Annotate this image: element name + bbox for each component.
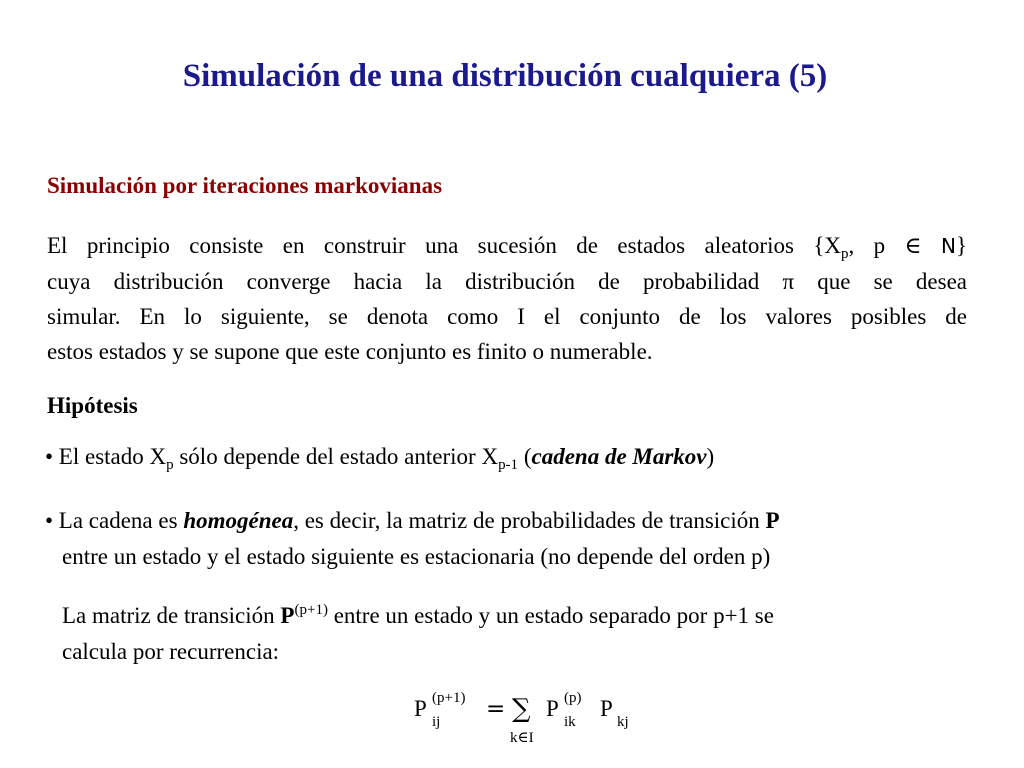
- paragraph-line-4: estos estados y se supone que este conjunto es finito o numerable.: [47, 339, 653, 364]
- formula-p-ik-sup: (p): [564, 690, 582, 706]
- formula-equals: =: [486, 696, 506, 722]
- paragraph-line-2: cuya distribución converge hacia la distribución de probabilidad π que se desea: [47, 269, 967, 294]
- transition-matrix-text: [62, 598, 958, 670]
- bullet-homogeneous-line-1: • La cadena es homogénea, es decir, la matriz de probabilidades de transición P: [45, 508, 780, 533]
- slide-title: Simulación de una distribución cualquiera (5): [182, 58, 828, 94]
- formula-p-ik-sub: ik: [564, 714, 576, 730]
- bullet-markov-chain: • El estado $X_p$ sólo depende del estado anterior $X_{p-1}$ (cadena de Markov): [45, 444, 715, 473]
- formula-sum-index: k∈I: [510, 730, 534, 746]
- formula-p-kj: P: [600, 696, 613, 721]
- matrix-text-line-2: calcula por recurrencia:: [62, 639, 280, 664]
- paragraph-line-3: simular. En lo siguiente, se denota como I el conjunto de los valores posibles de: [47, 304, 967, 329]
- bullet-homogeneous: [45, 503, 780, 575]
- paragraph-line-1: El principio consiste en construir una sucesión de estados aleatorios {$X_p$, p ∈ N}: [47, 233, 967, 262]
- formula-p-kj-sub: kj: [617, 714, 629, 730]
- recurrence-formula: [410, 688, 650, 750]
- matrix-text-line-1: La matriz de transición $P^{(p+1)}$ entre un estado y un estado separado por p+1 se: [62, 602, 774, 628]
- formula-sum: ∑: [512, 694, 531, 724]
- section-subtitle: Simulación por iteraciones markovianas: [47, 173, 443, 198]
- hypothesis-heading: Hipótesis: [47, 393, 138, 418]
- formula-p-lhs-sub: ij: [432, 714, 441, 730]
- formula-p-ik: P: [546, 696, 559, 721]
- formula-p-lhs: P: [414, 696, 427, 721]
- principle-paragraph: [47, 228, 967, 369]
- bullet-homogeneous-line-2: entre un estado y el estado siguiente es estacionaria (no depende del orden p): [62, 544, 771, 569]
- markov-chain-emphasis: cadena de Markov: [531, 444, 707, 469]
- homogeneous-emphasis: homogénea: [183, 508, 294, 533]
- formula-p-lhs-sup: (p+1): [432, 690, 466, 706]
- naturals-symbol: N: [940, 234, 956, 258]
- matrix-p-symbol: P: [765, 508, 780, 533]
